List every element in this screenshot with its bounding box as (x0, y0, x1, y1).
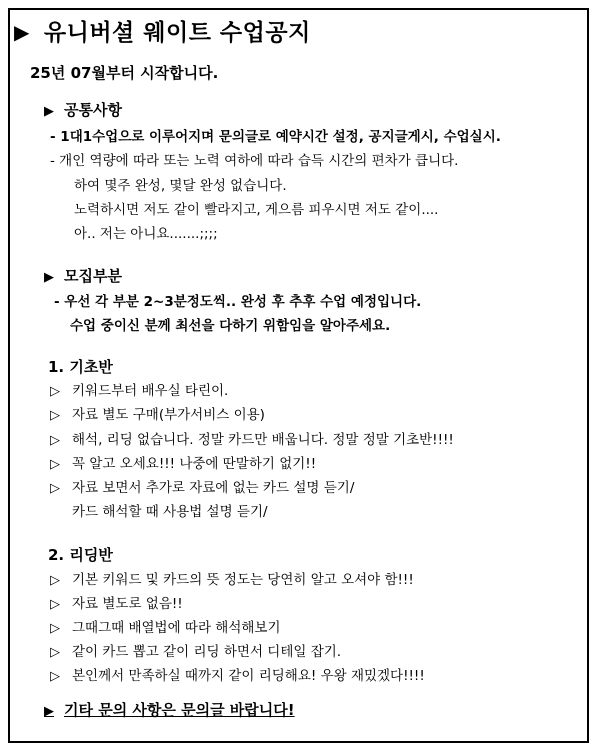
list-item: ▷ 자료 별도 구매(부가서비스 이용) (50, 407, 265, 423)
notice-title (14, 22, 311, 45)
list-item: ▷ 그때그때 배열법에 따라 해석해보기 (50, 620, 281, 636)
triangle-right-icon: ▶ (44, 270, 54, 285)
list-item: ▷ 본인께서 만족하실 때까지 같이 리딩해요! 우왕 재밌겠다!!!! (50, 668, 425, 684)
list-item: ▷ 자료 별도로 없음!! (50, 596, 183, 612)
list-item: ▷ 해석, 리딩 없습니다. 정말 카드만 배웁니다. 정말 정말 기초반!!!! (50, 432, 454, 448)
triangle-outline-icon: ▷ (50, 481, 60, 496)
triangle-outline-icon: ▷ (50, 384, 60, 399)
triangle-right-icon: ▶ (44, 704, 54, 719)
list-item: ▷ 키워드부터 배우실 타린이. (50, 383, 229, 399)
list-item: ▷ 기본 키워드 및 카드의 뜻 정도는 당연히 알고 오셔야 함!!! (50, 572, 414, 588)
basic-heading: 1. 기초반 (48, 358, 113, 376)
common-heading (44, 103, 122, 118)
triangle-right-icon: ▶ (14, 20, 30, 44)
list-item: ▷ 자료 보면서 추가로 자료에 없는 카드 설명 듣기/ (50, 480, 355, 496)
recruit-line: - 우선 각 부분 2~3분정도씩.. 완성 후 추후 수업 예정입니다. (54, 294, 422, 310)
common-line: 하여 몇주 완성, 몇달 완성 없습니다. (74, 178, 287, 194)
recruit-heading-text: 모집부분 (64, 267, 122, 285)
triangle-outline-icon: ▷ (50, 645, 60, 660)
triangle-outline-icon: ▷ (50, 408, 60, 423)
list-item: ▷ 같이 카드 뽑고 같이 리딩 하면서 디테일 잡기. (50, 644, 342, 660)
triangle-outline-icon: ▷ (50, 621, 60, 636)
common-line: 아.. 저는 아니요.......;;;; (74, 226, 218, 242)
common-line: - 개인 역량에 따라 또는 노력 여하에 따라 습득 시간의 편차가 큽니다. (50, 153, 459, 169)
triangle-outline-icon: ▷ (50, 573, 60, 588)
triangle-right-icon: ▶ (44, 104, 54, 119)
title-text: 유니버셜 웨이트 수업공지 (43, 20, 311, 46)
recruit-line: 수업 중이신 분께 최선을 다하기 위함임을 알아주세요. (70, 318, 391, 334)
contact-notice (44, 703, 295, 718)
contact-notice-text: 기타 문의 사항은 문의글 바랍니다! (64, 701, 295, 719)
common-line: 노력하시면 저도 같이 빨라지고, 게으름 피우시면 저도 같이.... (74, 202, 439, 218)
list-item-continuation: 카드 해석할 때 사용법 설명 듣기/ (72, 504, 268, 520)
common-heading-text: 공통사항 (64, 101, 122, 119)
list-item: ▷ 꼭 알고 오세요!!! 나중에 딴말하기 없기!! (50, 456, 317, 472)
triangle-outline-icon: ▷ (50, 457, 60, 472)
triangle-outline-icon: ▷ (50, 433, 60, 448)
recruit-heading (44, 269, 122, 284)
triangle-outline-icon: ▷ (50, 597, 60, 612)
common-line: - 1대1수업으로 이루어지며 문의글로 예약시간 설정, 공지글게시, 수업실시. (50, 129, 501, 145)
start-notice: 25년 07월부터 시작합니다. (30, 64, 219, 82)
reading-heading: 2. 리딩반 (48, 546, 113, 564)
triangle-outline-icon: ▷ (50, 669, 60, 684)
